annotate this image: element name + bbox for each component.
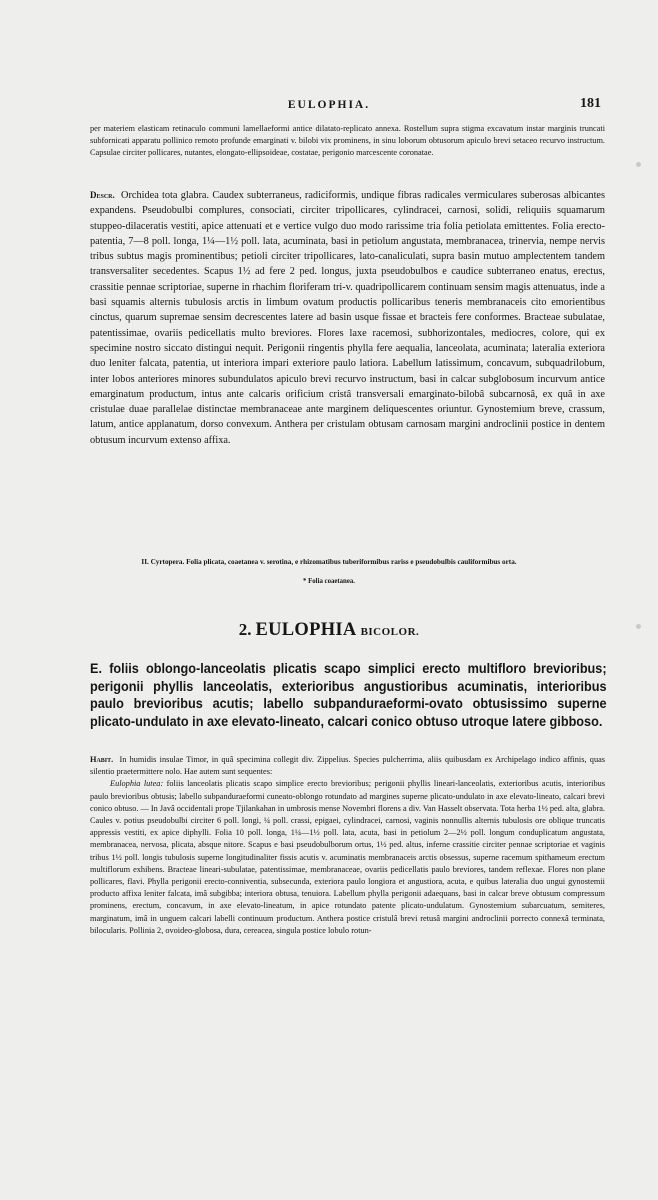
lutea-text: foliis lanceolatis plicatis scapo simplice erecto brevioribus; perigonii phyllis lineari-lanceolatis, exterioribus acutis, interioribus paulo brevioribus obtusis; labello subpanduraeformi cuneato-oblongo rotundato ad margines superne plicato-undulato in axe elevato-lineato, calcari brevi conico obtuso. — In Javâ occidentali prope Tjilankahan in umbrosis mense Novembri florens a div. Van Hasselt observata. Tota herba 1½ ped. alta, glabra. Caules v. potius pseudobulbi circiter 6 poll. longi, ¼ poll. crassi, epigaei, cylindracei, carnosi, vaginis nonnullis alternis tubulosis ore oblique truncatis appressis vestiti, ex apice diphylli. Folia 10 poll. longa, 1¼—1½ poll. lata, acuta, basi in petiolum 2—2½ poll. longum conduplicatum angustata, membranacea, nervosa, plicata, absque nitore. Scapus e basi pseudobulborum ortus, 1½ ped. altus, inferne crassitie circiter pennae scriptoriae et vaginis tribus 1½ poll. longis tubulosis superne longitudinaliter fissis acutis v. acuminatis membranaceis arctis obsessus, superne racemum spithameum erectum multiflorum exhibens. Bracteae lineari-subulatae, patentissimae, membranaceae, ovariis pedicellatis paulo breviores, tandem reflexae. Flores non plane pollicares, flavi. Phylla perigonii erecto-conniventia, subsecunda, exteriora paulo longiora et angustiora, acuta, e quibus lateralia duo ungui gynostemii producto affixa leniter falcata, imâ subgibba; interiora obtusa, tenuiora. Labellum phylla perigonii adaequans, basi in calcar breve obtusum compressum prominens, erectum, concavum, in axe elevato-lineatum, in apice rotundato patente plicato-undulatum. Gynostemium subarcuatum, semiteres, marginatum, imâ in unguem calcari labelli continuum productum. Anthera postice cristulâ brevi retusâ margini androclinii porrecto connexâ terminata, bilocularis. Pollinia 2, ovoideo-globosa, dura, cereacea, singula postice lobulo rotun- (90, 779, 605, 935)
subsection-heading: * Folia coaetanea. (303, 578, 355, 585)
lutea-label: Eulophia lutea: (110, 779, 164, 789)
running-head (0, 96, 658, 115)
section-heading-cyrtopera: II. Cyrtopera. Folia plicata, coaetanea v. serotina, e rhizomatibus tuberiformibus rariss e pseudobulbis cauliformibus orta. (141, 558, 517, 566)
continuation-paragraph: per materiem elasticam retinaculo communi lamellaeformi antice dilatato-replicato annexa. Rostellum supra stigma excavatum instar marginis truncati subfornicati apparatu pollinico remoto profunde emarginati v. bilobi vix prominens, in sinu loborum obtusorum apiculo brevi setaceo recurvo instructum. Capsulae circiter pollicares, nutantes, elongato-ellipsoideae, costatae, perigonio marcescente coronatae. (90, 124, 605, 158)
habitat-label: Habit. (90, 755, 114, 764)
description-text: Orchidea tota glabra. Caudex subterraneus, radiciformis, undique fibras radicales vermiculares suberosas albicantes expandens. Pseudobulbi complures, consociati, circiter tripollicares, cylindracei, carnosi, solidi, reliquiis squamarum stuppeo-dilaceratis vestiti, apice attenuati et e vertice vulgo duo modo rarissime tria folia petiolata emittentes. Folia erecto-patentia, 7—8 poll. longa, 1¼—1½ poll. lata, acuminata, basi in petiolum angustata, membranacea, trinervia, nempe nervis tribus subtus magis prominentibus; petioli circiter tripollicares, lato-canaliculati, supra basin mutuo amplectentem tandem transversaliter secedentes. Scapus 1½ ad fere 2 ped. longus, juxta pseudobulbos e caudice subterraneo enatus, erectus, crassitie pennae scriptoriae, superne in rhachim floriferam tri-v. quadripollicarem continuam sensim magis attenuatus, inde a basi squamis alternis tubulosis arctis in limbum ovatum productis pollicaribus teneris membranaceis cito emorientibus cinctus, quarum supremae sensim decrescentes latere ad basin usque fissae et bracteis fere conformes. Bracteae subulatae, patentissimae, ovariis pedicellatis multo breviores. Flores laxe racemosi, subhorizontales, mediocres, colore, qui ex specimine nostro siccato distingui nequit. Perigonii ringentis phylla fere aequalia, lanceolata, acuminata; lateralia exteriora duo leniter falcata, patentia, ut interiora impari exteriore paulo latiora. Labellum latissimum, concavum, subquadrilobum, inter lobos anteriores minores subundulatos apiculo brevi recurvo instructum, basi in calcar subglobosum incurvum antice emarginatum productum, intus ante calcaris orificium cristâ transversali emarginato-bilobâ subcarnosâ, ex quâ in axe cristulae duae parallelae distinctae membranaceae ante marginem deliquescentes oriuntur. Gynostemium breve, crassum, latum, antice applanatum, dorso convexum. Anthera per cristulam obtusam carnosam margini androclinii postice in dentem obtusum incurvum extenso affixa. (90, 190, 606, 446)
species-epithet: BICOLOR. (360, 626, 420, 638)
species-heading (0, 620, 658, 641)
scan-speck (636, 162, 641, 167)
scan-speck (636, 624, 641, 629)
running-title: EULOPHIA. (287, 99, 371, 111)
description-paragraph (90, 188, 605, 448)
habitat-text: In humidis insulae Timor, in quâ specimina collegit div. Zippelius. Species pulcherrima, aliis quibusdam ex Archipelago indico affinis, quas silentio praetermittere nolo. Hae autem sunt sequentes: (90, 755, 606, 777)
species-diagnosis: E. foliis oblongo-lanceolatis plicatis scapo simplici erecto multifloro brevioribus; perigonii phyllis lanceolatis, exterioribus angustioribus acuminatis, interioribus paulo brevioribus acutis; labello subpanduraeformi-ovato obtusissimo superne plicato-undulato in axe elevato-lineato, calcari conico obtuso utroque latere gibboso. (90, 660, 607, 729)
species-genus: EULOPHIA (255, 620, 357, 640)
page-number: 181 (580, 96, 601, 111)
habitat-paragraph (90, 754, 605, 937)
lutea-paragraph (90, 778, 605, 937)
description-label: Descr. (90, 190, 115, 200)
species-number: 2. (238, 620, 252, 639)
